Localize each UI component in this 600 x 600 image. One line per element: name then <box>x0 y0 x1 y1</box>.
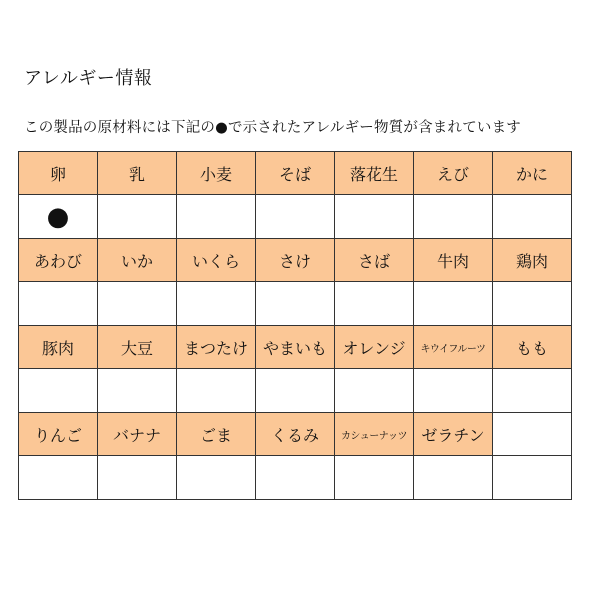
allergen-name-row <box>19 326 572 369</box>
allergen-mark-cell <box>19 282 98 326</box>
allergen-name-cell: あわび <box>19 239 98 282</box>
allergen-name-cell: えび <box>414 152 493 195</box>
allergen-name-cell: もも <box>493 326 572 369</box>
allergen-mark-cell <box>19 456 98 500</box>
allergen-mark-cell <box>335 456 414 500</box>
empty-cell <box>493 413 572 456</box>
page-title: アレルギー情報 <box>24 68 153 89</box>
allergen-name-row <box>19 413 572 456</box>
allergen-mark-cell <box>177 456 256 500</box>
allergen-name-cell: 小麦 <box>177 152 256 195</box>
allergen-mark-cell <box>493 456 572 500</box>
allergen-name-cell: キウイフルーツ <box>414 326 493 369</box>
allergen-name-cell: 豚肉 <box>19 326 98 369</box>
allergen-name-cell: かに <box>493 152 572 195</box>
allergen-mark-cell <box>256 369 335 413</box>
allergen-mark-cell <box>414 195 493 239</box>
allergen-mark-cell <box>493 369 572 413</box>
allergen-mark-cell <box>98 195 177 239</box>
allergen-name-cell: 乳 <box>98 152 177 195</box>
allergen-mark-row <box>19 369 572 413</box>
allergen-mark-cell: ● <box>19 195 98 239</box>
allergen-name-cell: 大豆 <box>98 326 177 369</box>
allergen-name-cell: やまいも <box>256 326 335 369</box>
allergen-mark-cell <box>493 195 572 239</box>
allergen-mark-cell <box>414 282 493 326</box>
allergen-mark-cell <box>256 195 335 239</box>
allergen-name-cell: 落花生 <box>335 152 414 195</box>
allergen-name-cell: ごま <box>177 413 256 456</box>
allergen-mark-cell <box>414 369 493 413</box>
allergen-name-cell: まつたけ <box>177 326 256 369</box>
allergen-name-cell: 卵 <box>19 152 98 195</box>
allergen-name-cell: いくら <box>177 239 256 282</box>
allergen-name-cell: 牛肉 <box>414 239 493 282</box>
allergen-mark-row <box>19 456 572 500</box>
allergen-name-cell: さば <box>335 239 414 282</box>
allergen-notice: この製品の原材料には下記の●で示されたアレルギー物質が含まれています <box>24 120 522 136</box>
allergen-mark-cell <box>335 282 414 326</box>
allergen-name-cell: オレンジ <box>335 326 414 369</box>
allergen-mark-cell <box>335 369 414 413</box>
allergen-mark-row <box>19 282 572 326</box>
allergen-name-cell: 鶏肉 <box>493 239 572 282</box>
allergen-table <box>18 151 572 500</box>
allergen-name-cell: そば <box>256 152 335 195</box>
allergen-name-row <box>19 239 572 282</box>
allergen-mark-cell <box>256 282 335 326</box>
allergen-name-cell: りんご <box>19 413 98 456</box>
allergen-mark-cell <box>98 456 177 500</box>
allergen-mark-cell <box>177 369 256 413</box>
allergen-name-cell: さけ <box>256 239 335 282</box>
allergen-mark-cell <box>335 195 414 239</box>
allergen-name-cell: バナナ <box>98 413 177 456</box>
allergen-mark-cell <box>98 369 177 413</box>
allergen-name-row <box>19 152 572 195</box>
allergen-mark-cell <box>493 282 572 326</box>
allergen-mark-cell <box>256 456 335 500</box>
allergen-mark-cell <box>177 195 256 239</box>
allergen-mark-cell <box>177 282 256 326</box>
allergen-name-cell: いか <box>98 239 177 282</box>
allergen-mark-row <box>19 195 572 239</box>
allergen-mark-cell <box>98 282 177 326</box>
allergen-name-cell: ゼラチン <box>414 413 493 456</box>
allergen-name-cell: くるみ <box>256 413 335 456</box>
allergen-mark-cell <box>19 369 98 413</box>
allergen-mark-cell <box>414 456 493 500</box>
allergen-name-cell: カシューナッツ <box>335 413 414 456</box>
